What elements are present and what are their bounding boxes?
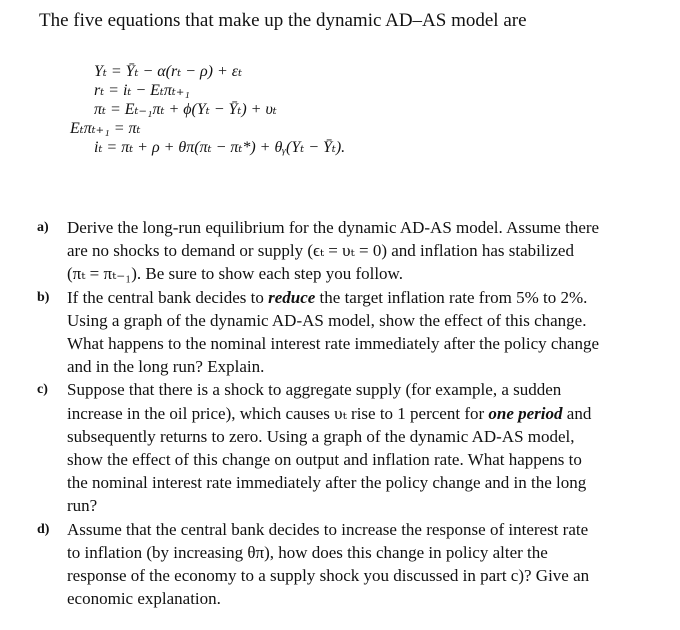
text-run: the target inflation rate from 5% to 2%.	[315, 287, 588, 307]
question-line: show the effect of this change on output and inflation rate. What happens to	[67, 450, 582, 470]
question-a	[37, 216, 662, 286]
question-b	[37, 286, 662, 379]
question-line: run?	[67, 496, 98, 516]
emphasis-one-period: one period	[488, 403, 563, 423]
question-line: are no shocks to demand or supply (ϵₜ = υₜ = 0) and inflation has stabilized	[67, 241, 574, 261]
emphasis-reduce: reduce	[268, 287, 316, 307]
question-d	[37, 518, 662, 611]
equation-expectations: Eₜπₜ₊₁ = πₜ	[70, 120, 141, 137]
question-text	[67, 518, 662, 611]
text-run: and	[562, 403, 592, 423]
text-run: If the central bank decides to	[67, 287, 269, 307]
question-line: Assume that the central bank decides to increase the response of interest rate	[67, 519, 589, 539]
equation-block	[70, 62, 345, 157]
question-label: b)	[37, 289, 50, 305]
question-text	[67, 216, 662, 286]
question-line: to inflation (by increasing θπ), how does this change in policy alter the	[67, 542, 548, 562]
question-line	[67, 286, 662, 309]
question-line: and in the long run? Explain.	[67, 357, 265, 377]
question-label: d)	[37, 521, 50, 537]
question-text	[67, 378, 662, 517]
question-line: What happens to the nominal interest rate immediately after the policy change	[67, 334, 599, 354]
question-line: (πₜ = πₜ₋₁). Be sure to show each step you follow.	[67, 264, 403, 284]
question-text	[67, 286, 662, 379]
question-line: Derive the long-run equilibrium for the dynamic AD-AS model. Assume there	[67, 218, 600, 237]
question-line	[67, 402, 662, 425]
question-line: Suppose that there is a shock to aggregate supply (for example, a sudden	[67, 380, 562, 400]
equation-is-curve: Yₜ = Ȳₜ − α(rₜ − ρ) + εₜ	[94, 63, 243, 80]
question-line: response of the economy to a supply shock you discussed in part c)? Give an	[67, 566, 590, 586]
question-line: Using a graph of the dynamic AD-AS model, show the effect of this change.	[67, 310, 587, 330]
question-line: the nominal interest rate immediately after the policy change and in the long	[67, 473, 587, 493]
equation-phillips-curve: πₜ = Eₜ₋₁πₜ + ϕ(Yₜ − Ȳₜ) + υₜ	[94, 101, 277, 118]
equation-fisher: rₜ = iₜ − Eₜπₜ₊₁	[94, 82, 190, 99]
question-label: c)	[37, 382, 48, 398]
equation-taylor-rule: iₜ = πₜ + ρ + θπ(πₜ − πₜ*) + θᵧ(Yₜ − Ȳₜ).	[94, 139, 346, 156]
question-list	[37, 216, 662, 610]
question-line: economic explanation.	[67, 589, 221, 609]
question-label: a)	[37, 220, 49, 235]
intro-sentence: The five equations that make up the dynamic AD–AS model are	[39, 10, 527, 31]
text-run: increase in the oil price), which causes υₜ rise to 1 percent for	[67, 403, 489, 423]
question-line: subsequently returns to zero. Using a graph of the dynamic AD-AS model,	[67, 426, 575, 446]
question-c	[37, 378, 662, 517]
